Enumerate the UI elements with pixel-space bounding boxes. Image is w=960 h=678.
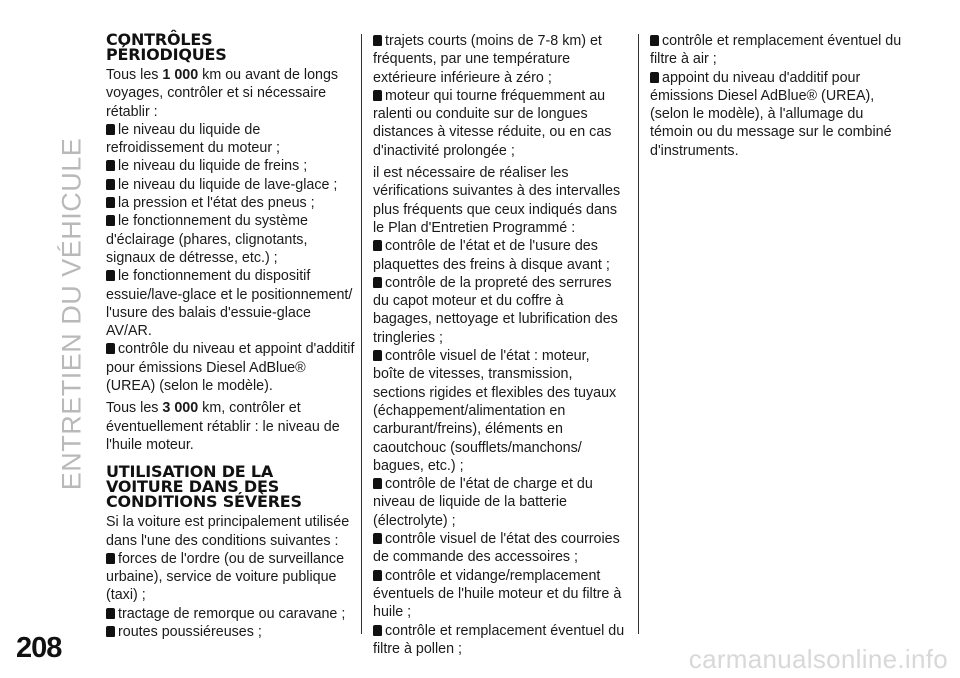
condition-item: trajets courts (moins de 7-8 km) et fréquents, par une température extérieure inférieure à zéro ; — [373, 33, 602, 86]
bullet-icon — [106, 553, 115, 564]
bullet-icon — [373, 35, 382, 46]
condition-item: routes poussiéreuses ; — [106, 623, 358, 641]
checks-intro-paragraph: il est nécessaire de réaliser les vérifications suivantes à des intervalles plus fréquents que ceux indiqués dans le Plan d'Entretien Programmé : — [373, 165, 621, 236]
bullet-icon — [106, 160, 115, 171]
bullet-icon — [106, 179, 115, 190]
side-chapter-title — [52, 34, 92, 594]
intro-paragraph: Tous les 1 000 km ou avant de longs voyages, contrôler et si nécessaire rétablir : — [106, 67, 339, 120]
check-item: contrôle de la propreté des serrures du capot moteur et du coffre à bagages, nettoyage et lubrification des tringleries ; — [373, 274, 618, 346]
watermark: carmanualsonline.info — [688, 644, 948, 674]
bullet-icon — [373, 277, 382, 288]
oil-check-paragraph: Tous les 3 000 km, contrôler et éventuellement rétablir : le niveau de l'huile moteur. — [106, 400, 340, 453]
column-divider — [638, 34, 639, 634]
list-item: le fonctionnement du système d'éclairage (phares, clignotants, signaux de détresse, etc.) ; — [106, 213, 308, 266]
condition-item: moteur qui tourne fréquemment au ralenti ou conduite sur de longues distances à vitesse réduite, ou en cas d'inactivité prolongée ; — [373, 87, 612, 159]
list-item: le niveau du liquide de lave-glace ; — [106, 176, 358, 194]
check-item: contrôle et remplacement éventuel du filtre à air ; — [650, 33, 902, 68]
column-2 — [373, 32, 625, 658]
list-item: contrôle du niveau et appoint d'additif pour émissions Diesel AdBlue® (UREA) (selon le modèle). — [106, 341, 355, 395]
bullet-icon — [373, 90, 382, 101]
bullet-icon — [106, 608, 115, 619]
check-item: contrôle visuel de l'état des courroies de commande des accessoires ; — [373, 531, 620, 566]
check-item: contrôle visuel de l'état : moteur, boîte de vitesses, transmission, sections rigides et flexibles des tuyaux (échappement/alimentation en carburant/freins), éléments en caoutchouc (soufflets/manchons/ bagues, etc.) ; — [373, 348, 617, 474]
bullet-icon — [373, 625, 382, 636]
column-3 — [650, 32, 902, 160]
condition-item: forces de l'ordre (ou de surveillance urbaine), service de voiture publique (taxi) ; — [106, 550, 345, 604]
side-chapter-title-text: ENTRETIEN DU VÉHICULE — [56, 137, 87, 491]
check-item: appoint du niveau d'additif pour émissions Diesel AdBlue® (UREA), (selon le modèle), à l'allumage du témoin ou du message sur le combiné d'instruments. — [650, 69, 892, 159]
check-item: contrôle de l'état et de l'usure des plaquettes des freins à disque avant ; — [373, 238, 610, 273]
section-title-severe-conditions: UTILISATION DE LA VOITURE DANS DES CONDITIONS SÉVÈRES — [106, 462, 302, 512]
check-item: contrôle et remplacement éventuel du filtre à pollen ; — [373, 622, 625, 657]
bullet-icon — [650, 35, 659, 46]
severe-intro-paragraph: Si la voiture est principalement utilisée dans l'une des conditions suivantes : — [106, 514, 350, 549]
bullet-icon — [106, 124, 115, 135]
column-1 — [106, 32, 358, 641]
bullet-icon — [106, 343, 115, 354]
bullet-icon — [106, 270, 115, 281]
section-title-periodic-checks: CONTRÔLES PÉRIODIQUES — [106, 30, 227, 64]
bullet-icon — [373, 478, 382, 489]
bullet-icon — [650, 72, 659, 83]
check-item: contrôle de l'état de charge et du niveau de liquide de la batterie (électrolyte) ; — [373, 476, 593, 529]
list-item: le niveau du liquide de freins ; — [106, 157, 358, 175]
list-item: la pression et l'état des pneus ; — [106, 194, 358, 212]
page-number: 208 — [16, 632, 62, 664]
bullet-icon — [106, 197, 115, 208]
bullet-icon — [106, 626, 115, 637]
bullet-icon — [373, 350, 382, 361]
bullet-icon — [373, 533, 382, 544]
bullet-icon — [373, 570, 382, 581]
column-divider — [361, 34, 362, 634]
condition-item: tractage de remorque ou caravane ; — [106, 605, 358, 623]
list-item: le fonctionnement du dispositif essuie/lave-glace et le positionnement/ l'usure des balais d'essuie-glace AV/AR. — [106, 268, 353, 340]
list-item: le niveau du liquide de refroidissement du moteur ; — [106, 121, 281, 157]
check-item: contrôle et vidange/remplacement éventuels de l'huile moteur et du filtre à huile ; — [373, 567, 622, 621]
bullet-icon — [373, 240, 382, 251]
bullet-icon — [106, 215, 115, 226]
